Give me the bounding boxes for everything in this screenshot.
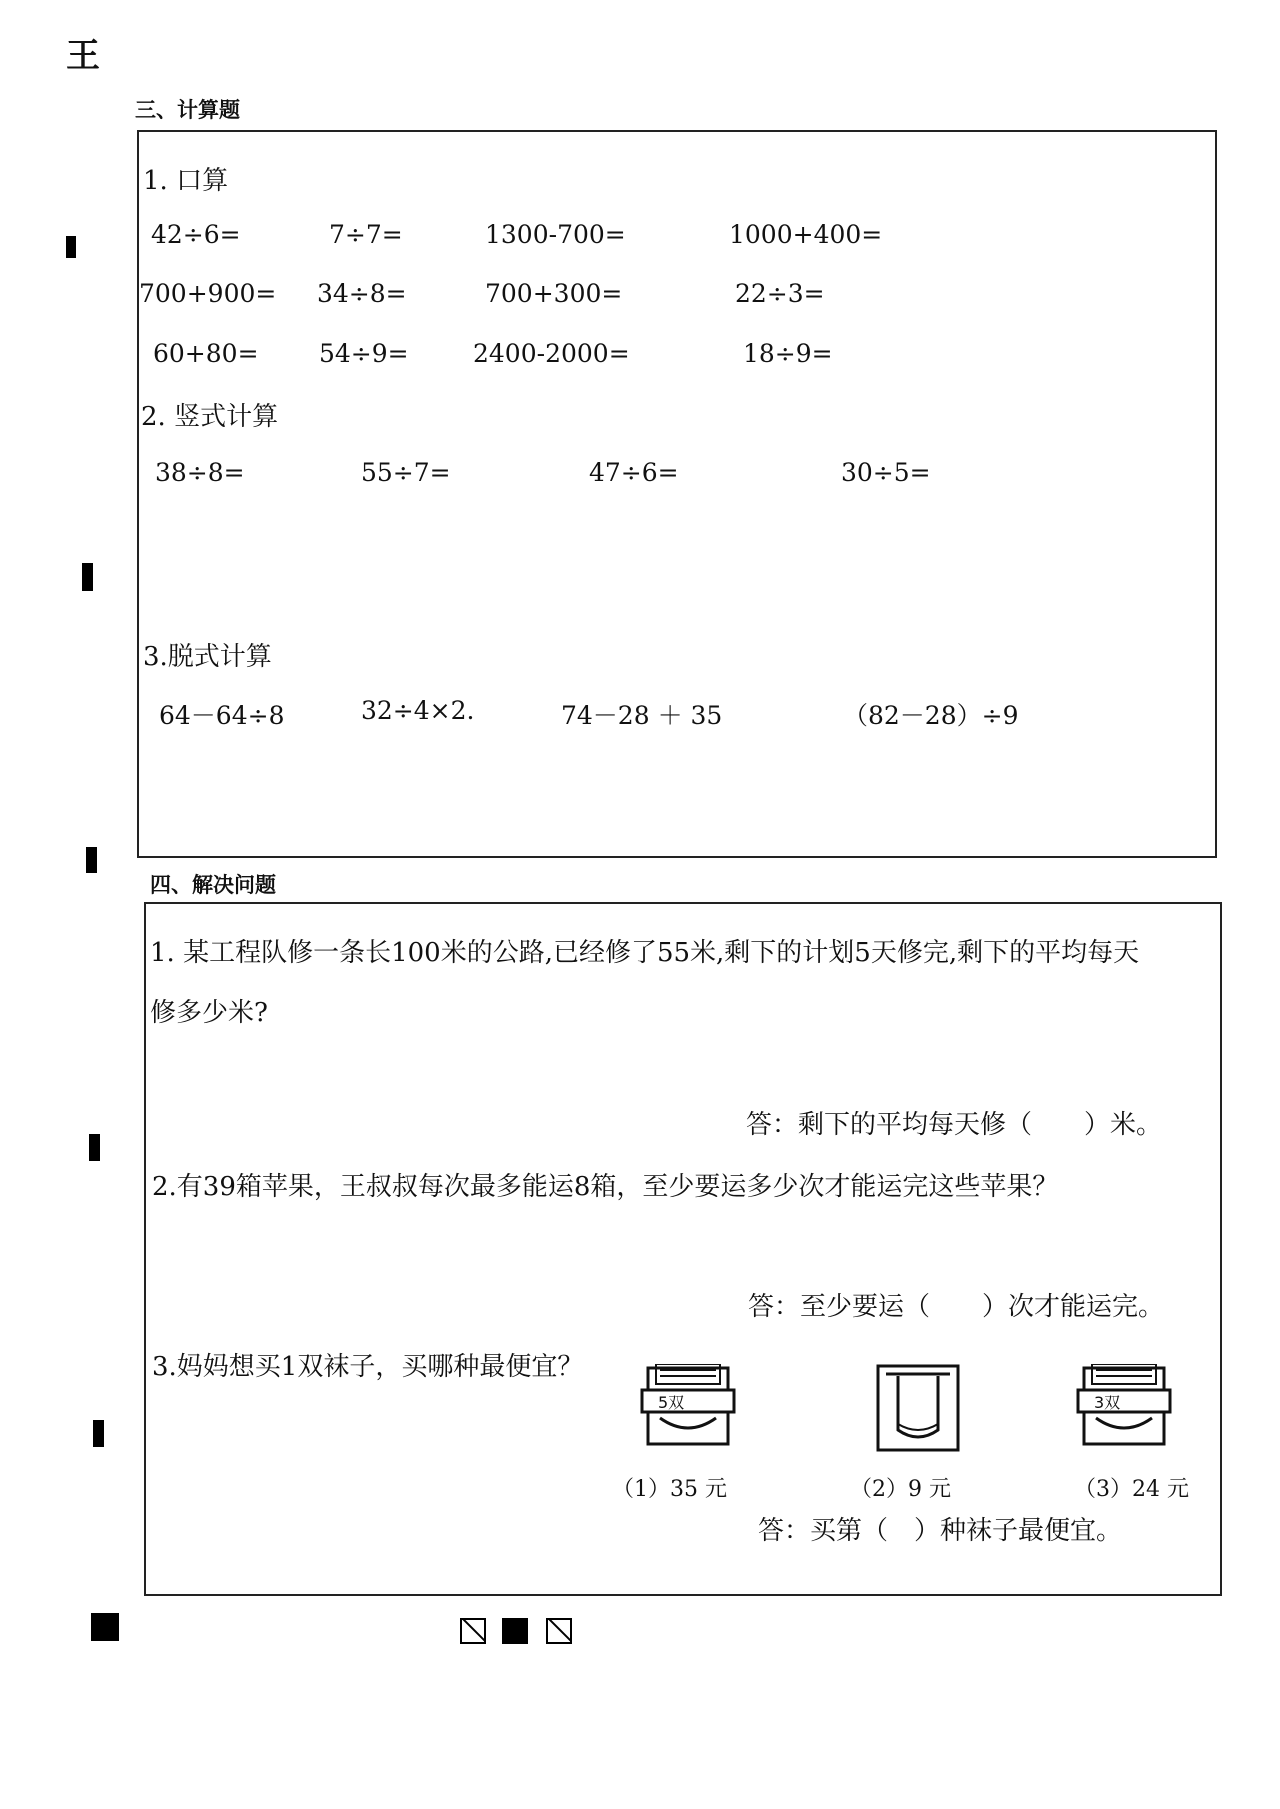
problem-text: 1. 某工程队修一条长100米的公路,已经修了55米,剩下的计划5天修完,剩下的平均每天 [150, 938, 1140, 968]
option-price: （3）24 元 [1074, 1477, 1189, 1502]
problem-text: 2.有39箱苹果，王叔叔每次最多能运8箱，至少要运多少次才能运完这些苹果？ [152, 1172, 1059, 1202]
registration-mark [66, 236, 76, 258]
oral-calc-item: 42÷6= [151, 220, 241, 249]
option-price: （1）35 元 [612, 1477, 727, 1502]
stepwise-calc-item: （82－28）÷9 [843, 701, 1019, 730]
registration-mark [86, 847, 97, 873]
oral-calc-item: 700+300= [485, 279, 623, 308]
problems-section-box [144, 902, 1222, 1596]
registration-mark [82, 563, 93, 591]
problem-text: 3.妈妈想买1双袜子，买哪种最便宜？ [152, 1352, 584, 1382]
vertical-calc-item: 30÷5= [841, 458, 931, 487]
oral-calc-item: 7÷7= [329, 220, 403, 249]
answer-line: 答：剩下的平均每天修（ ）米。 [746, 1110, 1163, 1140]
stepwise-calc-item: 32÷4×2. [361, 696, 475, 725]
oral-calc-item: 1300-700= [485, 220, 626, 249]
oral-calc-item: 2400-2000= [473, 339, 630, 368]
scan-mark-filled [502, 1618, 528, 1644]
answer-line: 答：至少要运（ ）次才能运完。 [748, 1292, 1165, 1322]
sock-pack-icon [1076, 1364, 1172, 1450]
oral-calc-item: 60+80= [153, 339, 259, 368]
pack-label: 3双 [1094, 1393, 1121, 1412]
oral-calc-item: 18÷9= [743, 339, 833, 368]
scan-mark-crossed [546, 1618, 572, 1644]
pack-label: 5双 [658, 1393, 685, 1412]
answer-line: 答：买第（ ）种袜子最便宜。 [758, 1516, 1123, 1546]
stepwise-calc-item: 64－64÷8 [159, 701, 285, 730]
stepwise-calc-item: 74－28 ＋ 35 [561, 701, 723, 730]
single-sock-icon [876, 1364, 960, 1452]
sock-pack-icon [640, 1364, 736, 1450]
calc-section-box [137, 130, 1217, 858]
registration-mark [91, 1613, 119, 1641]
section-title: 三、计算题 [135, 98, 240, 122]
vertical-calc-item: 38÷8= [155, 458, 245, 487]
oral-calc-item: 54÷9= [319, 339, 409, 368]
problem-text: 修多少米? [150, 998, 268, 1028]
vertical-calc-item: 47÷6= [589, 458, 679, 487]
oral-calc-item: 22÷3= [735, 279, 825, 308]
vertical-calc-item: 55÷7= [361, 458, 451, 487]
oral-calc-item: 1000+400= [729, 220, 883, 249]
subsection-title: 1. 口算 [143, 166, 229, 196]
oral-calc-item: 34÷8= [317, 279, 407, 308]
header-mark: 王 [66, 36, 100, 76]
subsection-title: 2. 竖式计算 [141, 402, 279, 432]
subsection-title: 3.脱式计算 [143, 642, 272, 672]
oral-calc-item: 700+900= [139, 279, 277, 308]
registration-mark [89, 1134, 100, 1161]
section-title: 四、解决问题 [150, 873, 276, 897]
option-price: （2）9 元 [850, 1477, 951, 1502]
scan-mark-crossed [460, 1618, 486, 1644]
registration-mark [93, 1420, 104, 1447]
